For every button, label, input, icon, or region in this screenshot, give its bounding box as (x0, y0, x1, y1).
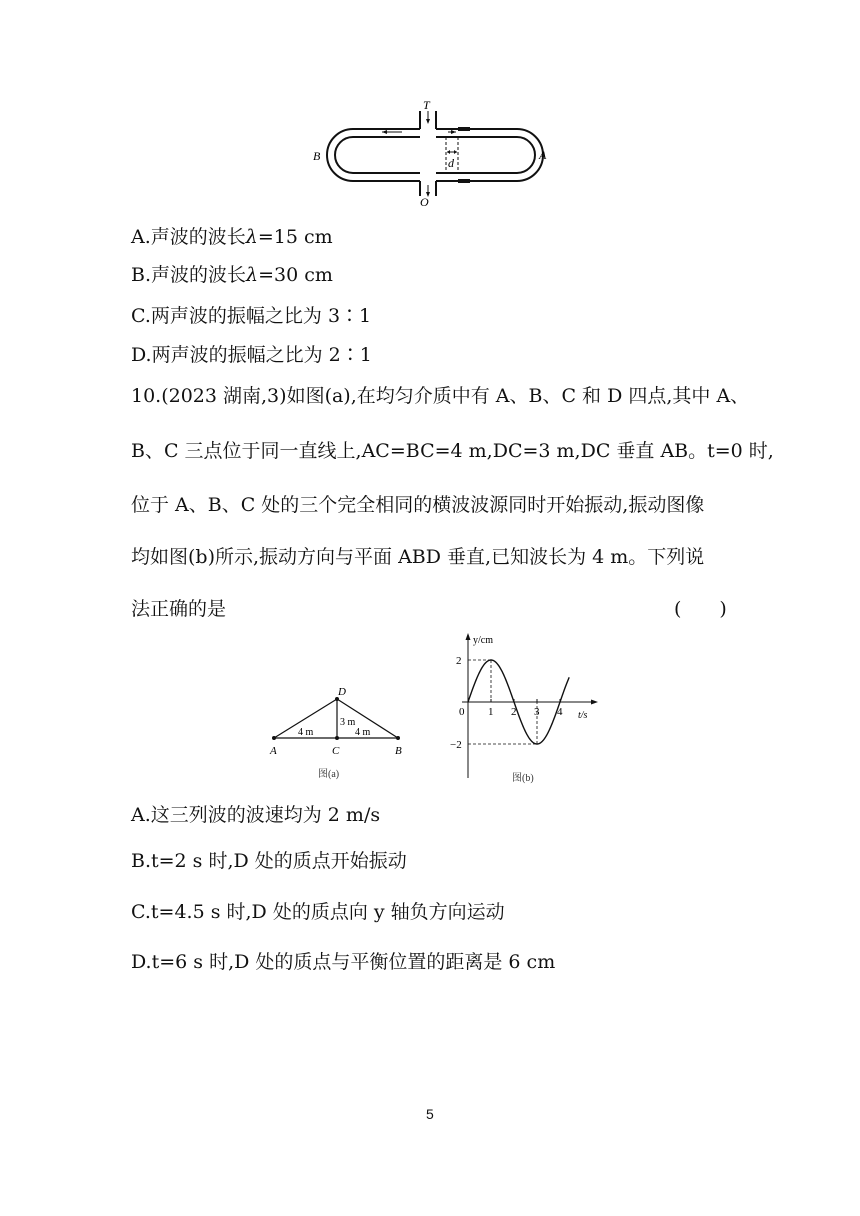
label-O: O (420, 195, 429, 209)
q9-option-a: A.声波的波长λ=15 cm (131, 226, 333, 248)
q10-line-1: 10.(2023 湖南,3)如图(a),在均匀介质中有 A、B、C 和 D 四点,其中 A、 (131, 385, 750, 407)
x-axis-label: t/s (578, 710, 588, 721)
q9-option-c: C.两声波的振幅之比为 3∶1 (131, 305, 372, 327)
label-d: d (448, 156, 454, 170)
q9-option-b: B.声波的波长λ=30 cm (131, 264, 333, 286)
y-axis-label: y/cm (473, 635, 493, 646)
length-AC-label: 4 m (298, 727, 314, 738)
label-T: T (423, 98, 430, 112)
label-A: A (539, 148, 547, 162)
pipe-figure (310, 96, 560, 211)
pipe-inner (335, 137, 535, 173)
answer-bracket: ( ) (674, 598, 727, 620)
y-tick-label-pos: 2 (456, 655, 462, 667)
caption-a: 图(a) (318, 769, 340, 780)
length-DC-label: 3 m (340, 717, 356, 728)
point-D-label: D (338, 686, 346, 698)
x-tick-label-2: 2 (511, 706, 517, 718)
figure-b-chart (440, 630, 610, 790)
x-tick-label-1: 1 (488, 706, 494, 718)
length-CB-label: 4 m (355, 727, 371, 738)
label-B: B (313, 149, 321, 163)
figure-a-triangle (262, 682, 412, 782)
page-number: 5 (426, 1106, 434, 1122)
x-tick-label-0: 0 (459, 706, 465, 718)
q10-option-c: C.t=4.5 s 时,D 处的质点向 y 轴负方向运动 (131, 901, 505, 923)
q10-line-4: 均如图(b)所示,振动方向与平面 ABD 垂直,已知波长为 4 m。下列说 (131, 546, 705, 568)
caption-b: 图(b) (512, 773, 534, 784)
q10-option-a: A.这三列波的波速均为 2 m/s (131, 804, 381, 826)
q10-line-3: 位于 A、B、C 处的三个完全相同的横波波源同时开始振动,振动图像 (131, 494, 705, 516)
y-axis-arrow (466, 633, 471, 640)
q10-option-b: B.t=2 s 时,D 处的质点开始振动 (131, 850, 407, 872)
q10-line-2: B、C 三点位于同一直线上,AC=BC=4 m,DC=3 m,DC 垂直 AB。t=0 时, (131, 440, 774, 462)
x-tick-label-3: 3 (534, 706, 540, 718)
point-A-label: A (270, 745, 277, 757)
q9-option-d: D.两声波的振幅之比为 2∶1 (131, 344, 372, 366)
x-axis-arrow (591, 700, 598, 705)
q10-line-5: 法正确的是 (131, 598, 227, 620)
y-tick-label-neg: −2 (450, 739, 462, 751)
point-B-label: B (395, 745, 402, 757)
q10-option-d: D.t=6 s 时,D 处的质点与平衡位置的距离是 6 cm (131, 951, 556, 973)
x-tick-label-4: 4 (557, 706, 563, 718)
point-C-label: C (332, 745, 340, 757)
